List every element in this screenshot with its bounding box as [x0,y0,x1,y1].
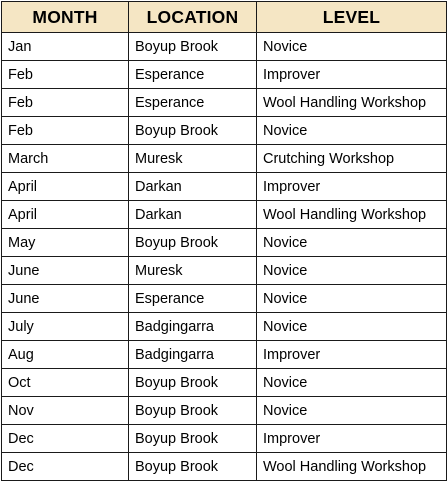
cell-level: Novice [257,285,447,313]
cell-level: Novice [257,397,447,425]
table-body [2,33,447,481]
table-row [2,61,447,89]
cell-level: Wool Handling Workshop [257,89,447,117]
cell-location: Badgingarra [129,313,257,341]
cell-month: Jan [2,33,129,61]
cell-location: Esperance [129,61,257,89]
table-row [2,33,447,61]
cell-level: Improver [257,341,447,369]
cell-location: Boyup Brook [129,397,257,425]
cell-level: Novice [257,229,447,257]
cell-level: Novice [257,257,447,285]
header-row [2,2,447,33]
table-row [2,229,447,257]
table-header [2,2,447,33]
cell-month: March [2,145,129,173]
cell-location: Boyup Brook [129,117,257,145]
table-row [2,341,447,369]
cell-month: April [2,173,129,201]
cell-level: Improver [257,61,447,89]
cell-month: Aug [2,341,129,369]
table-row [2,201,447,229]
cell-month: Dec [2,425,129,453]
cell-month: Feb [2,117,129,145]
cell-level: Wool Handling Workshop [257,453,447,481]
cell-location: Muresk [129,257,257,285]
cell-location: Muresk [129,145,257,173]
cell-month: June [2,285,129,313]
cell-month: Dec [2,453,129,481]
table-row [2,285,447,313]
cell-level: Novice [257,33,447,61]
cell-month: Feb [2,89,129,117]
column-header-location: LOCATION [129,2,257,33]
cell-month: June [2,257,129,285]
cell-location: Boyup Brook [129,369,257,397]
table-row [2,89,447,117]
cell-location: Esperance [129,89,257,117]
table-row [2,397,447,425]
schedule-table [1,1,447,481]
column-header-level: LEVEL [257,2,447,33]
cell-location: Darkan [129,201,257,229]
cell-month: May [2,229,129,257]
table-row [2,369,447,397]
cell-level: Novice [257,117,447,145]
cell-month: Feb [2,61,129,89]
table-row [2,425,447,453]
cell-level: Novice [257,313,447,341]
cell-month: July [2,313,129,341]
table-row [2,145,447,173]
cell-level: Crutching Workshop [257,145,447,173]
cell-location: Boyup Brook [129,453,257,481]
cell-level: Wool Handling Workshop [257,201,447,229]
cell-month: Oct [2,369,129,397]
cell-location: Darkan [129,173,257,201]
cell-location: Boyup Brook [129,425,257,453]
cell-level: Improver [257,425,447,453]
cell-location: Boyup Brook [129,33,257,61]
cell-location: Esperance [129,285,257,313]
cell-level: Improver [257,173,447,201]
cell-level: Novice [257,369,447,397]
cell-location: Badgingarra [129,341,257,369]
column-header-month: MONTH [2,2,129,33]
table-row [2,173,447,201]
table-row [2,257,447,285]
cell-location: Boyup Brook [129,229,257,257]
schedule-sheet [1,1,446,492]
cell-month: Nov [2,397,129,425]
table-row [2,117,447,145]
table-row [2,453,447,481]
table-row [2,313,447,341]
cell-month: April [2,201,129,229]
